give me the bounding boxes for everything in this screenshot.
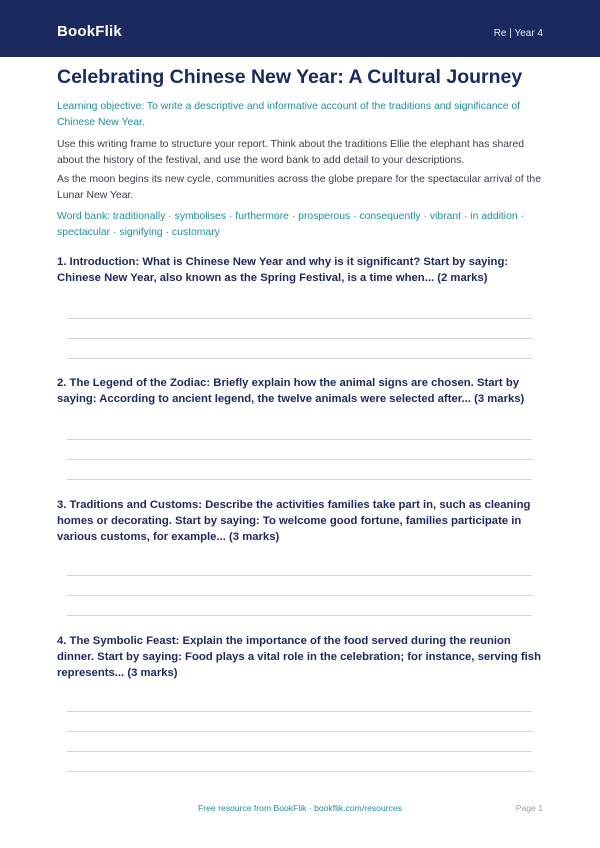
question-3-prompt: 3. Traditions and Customs: Describe the activities families take part in, such as cleaning homes or decorating. Start by saying: To welcome good fortune, families participate in various customs, for example... (3 marks) <box>57 499 531 543</box>
answer-line[interactable] <box>67 439 532 440</box>
scene-paragraph: As the moon begins its new cycle, communities across the globe prepare for the spectacular arrival of the Lunar New Year. <box>57 174 541 201</box>
answer-line[interactable] <box>67 731 532 732</box>
answer-line[interactable] <box>67 358 532 359</box>
page-number: Page 1 <box>515 803 543 813</box>
brand-logo-text: BookFlik <box>57 23 122 40</box>
question-1-prompt: 1. Introduction: What is Chinese New Year and why is it significant? Start by saying: Chinese New Year, also known as the Spring Festival, is a time when... (2 marks) <box>57 256 509 284</box>
answer-line[interactable] <box>67 318 532 319</box>
page-header <box>0 0 600 57</box>
answer-line[interactable] <box>67 459 532 460</box>
question-2-prompt: 2. The Legend of the Zodiac: Briefly explain how the animal signs are chosen. Start by saying: According to ancient legend, the twelve animals were selected after... (3 marks) <box>57 377 525 405</box>
page-title: Celebrating Chinese New Year: A Cultural Journey <box>57 66 523 88</box>
answer-line[interactable] <box>67 479 532 480</box>
answer-line[interactable] <box>67 615 532 616</box>
answer-line[interactable] <box>67 711 532 712</box>
question-4-prompt: 4. The Symbolic Feast: Explain the importance of the food served during the reunion dinner. Start by saying: Food plays a vital role in the celebration; for instance, serving fish represents... (3 marks) <box>57 635 541 679</box>
subject-year-tag: Re | Year 4 <box>493 28 543 39</box>
footer-credit: Free resource from BookFlik · bookflik.com/resources <box>198 803 402 813</box>
answer-line[interactable] <box>67 751 532 752</box>
answer-line[interactable] <box>67 338 532 339</box>
instructions-paragraph: Use this writing frame to structure your report. Think about the traditions Ellie the elephant has shared about the history of the festival, and use the word bank to add detail to your descriptions. <box>57 139 525 166</box>
learning-objective: Learning objective: To write a descriptive and informative account of the traditions and significance of Chinese New Year. <box>57 101 521 128</box>
answer-line[interactable] <box>67 595 532 596</box>
word-bank: Word bank: traditionally · symbolises · furthermore · prosperous · consequently · vibrant · in addition · spectacular · signifying · customary <box>57 211 525 238</box>
answer-line[interactable] <box>67 771 532 772</box>
answer-line[interactable] <box>67 575 532 576</box>
